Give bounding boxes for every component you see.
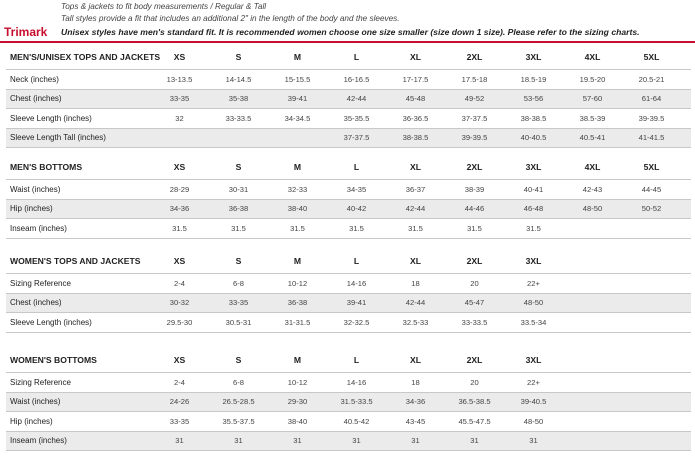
measurement-value: 35.5-37.5 [222,416,255,426]
measurement-value: 6-8 [233,377,244,387]
measurement-value: 42-44 [405,204,426,214]
measurement-value: 31 [529,436,538,446]
measurement-value: 24-26 [169,397,190,407]
measurement-label: Sizing Reference [10,377,71,387]
measurement-value: 15-15.5 [284,74,311,84]
measurement-value: 14-14.5 [225,74,252,84]
measurement-value: 17.5-18 [461,74,488,84]
measurement-value: 2-4 [174,377,185,387]
size-column-header: M [293,256,302,266]
measurement-value: 48-50 [582,204,603,214]
measurement-value: 39-40.5 [520,397,547,407]
size-column-header: 4XL [584,52,601,62]
table-row [6,180,691,200]
measurement-value: 18 [411,377,420,387]
size-column-header: 5XL [643,52,660,62]
size-column-header: XL [410,52,421,62]
measurement-value: 2-4 [174,278,185,288]
measurement-value: 40-40.5 [520,133,547,143]
size-column-header: M [293,162,302,172]
size-column-header: 3XL [525,52,542,62]
measurement-value: 29-30 [287,397,308,407]
size-column-header: 2XL [466,162,483,172]
section-mens-tops [6,45,691,148]
measurement-value: 16-16.5 [343,74,370,84]
table-row [6,313,691,333]
measurement-value: 38-40 [287,204,308,214]
measurement-label: Inseam (inches) [10,436,67,446]
size-header-row [6,249,691,274]
size-column-header: XS [173,355,186,365]
size-column-header: S [235,256,242,266]
table-row [6,70,691,90]
measurement-label: Hip (inches) [10,416,53,426]
size-column-header: L [353,52,360,62]
measurement-value: 38-38.5 [520,113,547,123]
table-row [6,90,691,110]
measurement-label: Hip (inches) [10,204,53,214]
section-womens-tops [6,249,691,333]
measurement-label: Sleeve Length (inches) [10,317,92,327]
measurement-value: 30.5-31 [225,317,252,327]
measurement-label: Sleeve Length Tall (inches) [10,133,106,143]
measurement-value: 38-39 [464,184,485,194]
size-column-header: XS [173,256,186,266]
measurement-value: 39-39.5 [638,113,665,123]
measurement-label: Chest (inches) [10,298,62,308]
measurement-value: 33-33.5 [461,317,488,327]
measurement-value: 41-41.5 [638,133,665,143]
section-title: WOMEN'S TOPS AND JACKETS [10,256,141,266]
section-title: MEN'S BOTTOMS [10,162,83,172]
measurement-value: 6-8 [233,278,244,288]
measurement-label: Sizing Reference [10,278,71,288]
measurement-value: 31.5 [467,223,482,233]
size-column-header: M [293,52,302,62]
measurement-value: 31.5 [408,223,423,233]
table-row [6,412,691,432]
measurement-value: 32-33 [287,184,308,194]
measurement-value: 10-12 [287,278,308,288]
size-column-header: L [353,162,360,172]
measurement-value: 35-38 [228,94,249,104]
measurement-value: 17-17.5 [402,74,429,84]
measurement-value: 42-44 [405,298,426,308]
measurement-value: 31.5-33.5 [340,397,373,407]
measurement-value: 31.5 [290,223,305,233]
chart-header [0,0,695,44]
measurement-value: 26.5-28.5 [222,397,255,407]
measurement-value: 32 [175,113,184,123]
unisex-note: Unisex styles have men's standard fit. It is recommended women choose one size smaller (size down 1 size). Please refer to the sizing charts. [61,27,640,37]
measurement-value: 39-41 [287,94,308,104]
measurement-value: 39-39.5 [461,133,488,143]
measurement-value: 31-31.5 [284,317,311,327]
size-column-header: S [235,162,242,172]
measurement-value: 19.5-20 [579,74,606,84]
size-column-header: 3XL [525,256,542,266]
measurement-value: 31.5 [172,223,187,233]
measurement-value: 10-12 [287,377,308,387]
measurement-value: 31 [470,436,479,446]
table-row [6,129,691,149]
measurement-value: 38.5-39 [579,113,606,123]
measurement-label: Chest (inches) [10,94,62,104]
measurement-value: 46-48 [523,204,544,214]
measurement-value: 18 [411,278,420,288]
size-column-header: L [353,256,360,266]
measurement-value: 33-35 [169,416,190,426]
table-row [6,274,691,294]
measurement-value: 36-38 [228,204,249,214]
table-row [6,200,691,220]
measurement-value: 35-35.5 [343,113,370,123]
size-column-header: 3XL [525,355,542,365]
measurement-value: 36-38 [287,298,308,308]
measurement-value: 14-16 [346,377,367,387]
size-column-header: S [235,52,242,62]
measurement-value: 40.5-42 [343,416,370,426]
measurement-value: 53-56 [523,94,544,104]
fit-note: Tops & jackets to fit body measurements / Regular & Tall [61,2,267,11]
measurement-value: 18.5-19 [520,74,547,84]
measurement-value: 31 [352,436,361,446]
section-mens-bottoms [6,155,691,239]
size-header-row [6,348,691,373]
header-divider [0,41,695,43]
measurement-value: 45-47 [464,298,485,308]
measurement-value: 28-29 [169,184,190,194]
measurement-value: 33.5-34 [520,317,547,327]
table-row [6,219,691,239]
size-column-header: XL [410,162,421,172]
measurement-label: Neck (inches) [10,74,59,84]
measurement-value: 22+ [527,377,540,387]
measurement-value: 30-31 [228,184,249,194]
brand-logo: Trimark [4,25,48,39]
measurement-value: 42-44 [346,94,367,104]
measurement-value: 32-32.5 [343,317,370,327]
measurement-value: 33-35 [169,94,190,104]
size-column-header: 5XL [643,162,660,172]
size-header-row [6,45,691,70]
measurement-value: 37-37.5 [343,133,370,143]
size-column-header: 3XL [525,162,542,172]
measurement-value: 31 [411,436,420,446]
measurement-value: 34-34.5 [284,113,311,123]
measurement-label: Inseam (inches) [10,223,67,233]
measurement-value: 31 [293,436,302,446]
size-column-header: XS [173,162,186,172]
measurement-value: 49-52 [464,94,485,104]
measurement-value: 31 [234,436,243,446]
measurement-value: 42-43 [582,184,603,194]
size-column-header: L [353,355,360,365]
measurement-value: 40-42 [346,204,367,214]
measurement-value: 14-16 [346,278,367,288]
measurement-value: 57-60 [582,94,603,104]
measurement-value: 34-35 [346,184,367,194]
measurement-value: 39-41 [346,298,367,308]
table-row [6,294,691,314]
measurement-value: 31.5 [526,223,541,233]
measurement-value: 34-36 [169,204,190,214]
measurement-value: 40.5-41 [579,133,606,143]
tall-note: Tall styles provide a fit that includes an additional 2" in the length of the body and the sleeves. [61,14,400,23]
size-column-header: 2XL [466,256,483,266]
size-column-header: 2XL [466,52,483,62]
measurement-value: 20 [470,278,479,288]
measurement-value: 48-50 [523,298,544,308]
size-column-header: XL [410,355,421,365]
measurement-value: 45-48 [405,94,426,104]
table-row [6,432,691,452]
measurement-value: 34-36 [405,397,426,407]
measurement-value: 33-33.5 [225,113,252,123]
measurement-value: 13-13.5 [166,74,193,84]
size-column-header: XL [410,256,421,266]
measurement-value: 30-32 [169,298,190,308]
size-column-header: S [235,355,242,365]
measurement-value: 40-41 [523,184,544,194]
measurement-value: 43-45 [405,416,426,426]
measurement-value: 44-46 [464,204,485,214]
measurement-value: 32.5-33 [402,317,429,327]
measurement-value: 22+ [527,278,540,288]
measurement-value: 20.5-21 [638,74,665,84]
size-column-header: XS [173,52,186,62]
measurement-value: 33-35 [228,298,249,308]
table-row [6,109,691,129]
size-header-row [6,155,691,180]
measurement-value: 31 [175,436,184,446]
measurement-label: Sleeve Length (inches) [10,113,92,123]
measurement-value: 36.5-38.5 [458,397,491,407]
measurement-value: 48-50 [523,416,544,426]
section-womens-bottoms [6,348,691,451]
section-title: MEN'S/UNISEX TOPS AND JACKETS [10,52,161,62]
measurement-value: 36-37 [405,184,426,194]
measurement-value: 36-36.5 [402,113,429,123]
measurement-value: 38-40 [287,416,308,426]
measurement-label: Waist (inches) [10,397,61,407]
size-column-header: 2XL [466,355,483,365]
table-row [6,393,691,413]
measurement-value: 31.5 [349,223,364,233]
size-column-header: M [293,355,302,365]
measurement-value: 44-45 [641,184,662,194]
measurement-value: 61-64 [641,94,662,104]
section-title: WOMEN'S BOTTOMS [10,355,97,365]
measurement-value: 20 [470,377,479,387]
measurement-label: Waist (inches) [10,184,61,194]
measurement-value: 29.5-30 [166,317,193,327]
measurement-value: 50-52 [641,204,662,214]
measurement-value: 31.5 [231,223,246,233]
table-row [6,373,691,393]
size-column-header: 4XL [584,162,601,172]
measurement-value: 38-38.5 [402,133,429,143]
measurement-value: 45.5-47.5 [458,416,491,426]
measurement-value: 37-37.5 [461,113,488,123]
